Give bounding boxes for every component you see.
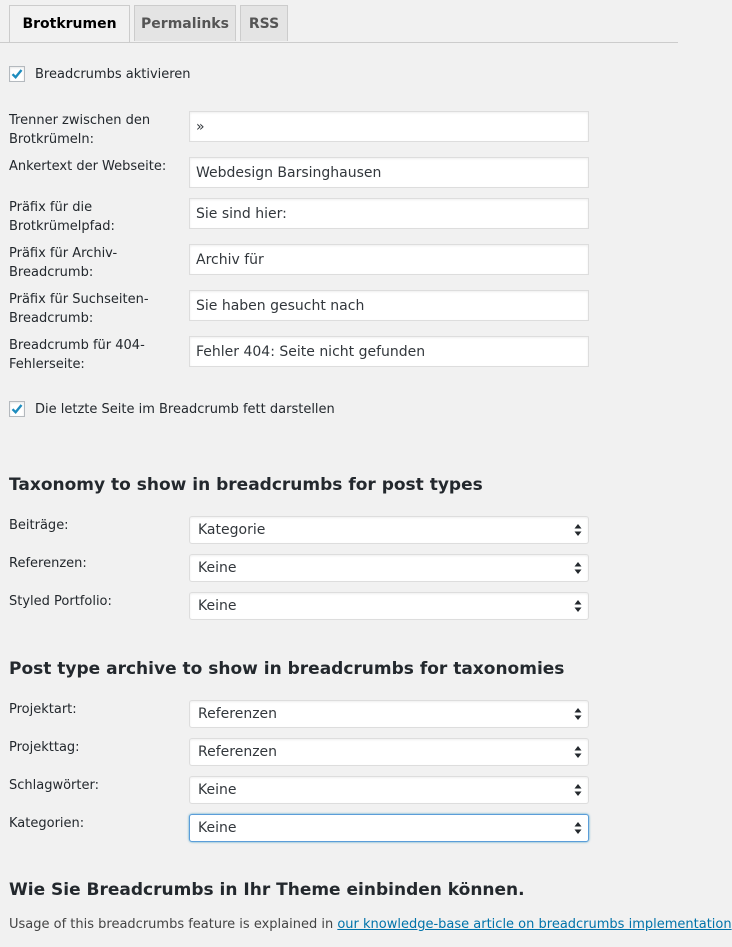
taxonomy-portfolio-label: Styled Portfolio: (9, 594, 112, 609)
taxonomy-references-select[interactable] (189, 554, 589, 582)
breadcrumbs-enable-label: Breadcrumbs aktivieren (35, 66, 191, 82)
select-arrows-icon (574, 707, 582, 721)
prefix-path-label: Präfix für die Brotkrümelpfad: (9, 200, 115, 234)
bold-last-row (9, 400, 335, 418)
checkmark-icon (10, 67, 24, 81)
select-value: Referenzen (198, 744, 278, 760)
breadcrumb-404-input[interactable]: Fehler 404: Seite nicht gefunden (189, 336, 589, 367)
taxonomy-posts-select[interactable] (189, 516, 589, 544)
home-anchor-input[interactable]: Webdesign Barsinghausen (189, 157, 589, 188)
prefix-search-label: Präfix für Suchseiten-Breadcrumb: (9, 292, 149, 326)
archive-categories-label: Kategorien: (9, 816, 85, 831)
breadcrumb-404-label: Breadcrumb für 404-Fehlerseite: (9, 338, 145, 372)
taxonomy-references-label: Referenzen: (9, 556, 87, 571)
select-value: Keine (198, 598, 237, 614)
archive-heading: Post type archive to show in breadcrumbs for taxonomies (9, 659, 565, 679)
select-value: Kategorie (198, 522, 266, 538)
archive-projektart-label: Projektart: (9, 702, 77, 717)
archive-categories-select[interactable] (189, 814, 589, 842)
archive-projekttag-select[interactable] (189, 738, 589, 766)
theme-heading: Wie Sie Breadcrumbs in Ihr Theme einbinden können. (9, 880, 525, 900)
select-value: Keine (198, 782, 237, 798)
prefix-archive-label: Präfix für Archiv-Breadcrumb: (9, 246, 118, 280)
select-arrows-icon (574, 599, 582, 613)
select-value: Keine (198, 820, 237, 836)
checkmark-icon (10, 402, 24, 416)
taxonomy-heading: Taxonomy to show in breadcrumbs for post types (9, 475, 483, 495)
taxonomy-posts-label: Beiträge: (9, 518, 69, 533)
home-anchor-label: Ankertext der Webseite: (9, 159, 167, 174)
select-arrows-icon (574, 561, 582, 575)
prefix-search-input[interactable]: Sie haben gesucht nach (189, 290, 589, 321)
select-arrows-icon (574, 783, 582, 797)
archive-tags-select[interactable] (189, 776, 589, 804)
select-value: Keine (198, 560, 237, 576)
breadcrumbs-enable-row (9, 65, 191, 83)
separator-input[interactable]: » (189, 111, 589, 142)
tab-rss[interactable]: RSS (240, 5, 288, 41)
breadcrumbs-enable-checkbox[interactable] (9, 66, 25, 82)
knowledge-base-link[interactable]: our knowledge-base article on breadcrumbs implementation (337, 917, 732, 932)
tab-bar (0, 0, 678, 43)
usage-intro: Usage of this breadcrumbs feature is explained in (9, 917, 338, 932)
bold-last-label: Die letzte Seite im Breadcrumb fett darstellen (35, 401, 335, 417)
archive-projektart-select[interactable] (189, 700, 589, 728)
archive-projekttag-label: Projekttag: (9, 740, 80, 755)
usage-text (9, 917, 732, 932)
tab-brotkrumen[interactable]: Brotkrumen (9, 5, 130, 42)
separator-label: Trenner zwischen den Brotkrümeln: (9, 113, 151, 147)
select-arrows-icon (574, 745, 582, 759)
taxonomy-portfolio-select[interactable] (189, 592, 589, 620)
archive-tags-label: Schlagwörter: (9, 778, 99, 793)
prefix-path-input[interactable]: Sie sind hier: (189, 198, 589, 229)
bold-last-checkbox[interactable] (9, 401, 25, 417)
select-arrows-icon (574, 523, 582, 537)
prefix-archive-input[interactable]: Archiv für (189, 244, 589, 275)
select-value: Referenzen (198, 706, 278, 722)
select-arrows-icon (574, 821, 582, 835)
tab-permalinks[interactable]: Permalinks (134, 5, 236, 41)
